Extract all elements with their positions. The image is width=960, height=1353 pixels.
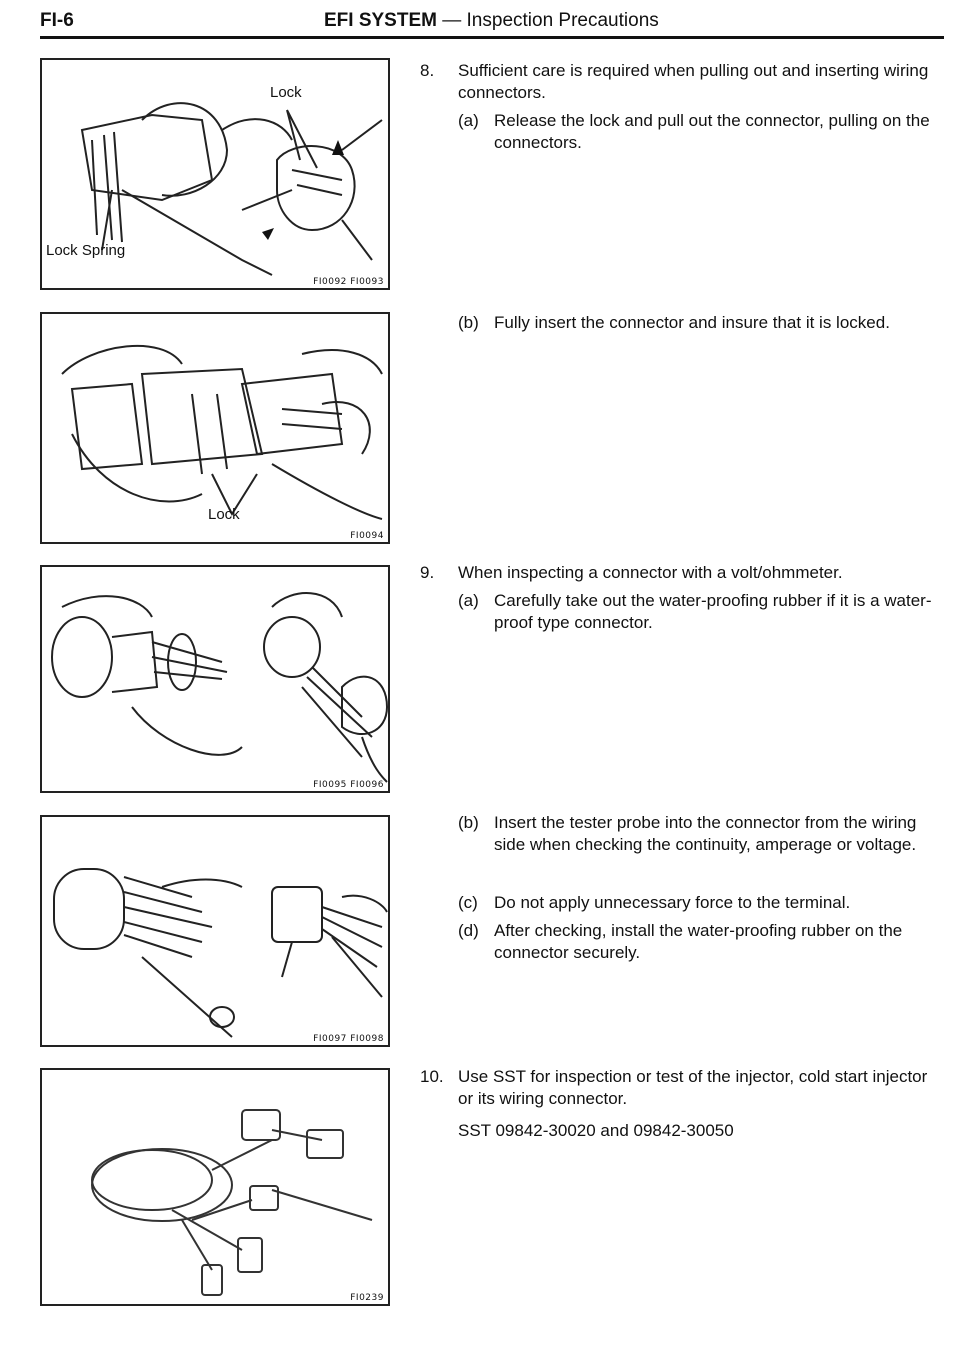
figure-caption: FI0092 FI0093 — [313, 277, 384, 287]
section-title: EFI SYSTEM — Inspection Precautions — [324, 10, 659, 31]
instructions-column — [420, 60, 940, 1300]
substep-key: (b) — [458, 313, 479, 332]
substep-key: (a) — [458, 591, 479, 610]
step-text: Sufficient care is required when pulling out and inserting wiring connectors. — [458, 61, 929, 102]
substep-text: Carefully take out the water-proofing rubber if it is a water-proof type connector. — [494, 591, 932, 632]
sst-harness-illustration — [42, 1070, 388, 1304]
substep-text: Insert the tester probe into the connector from the wiring side when checking the continuity, amperage or voltage. — [494, 813, 917, 854]
substep-key: (c) — [458, 893, 478, 912]
figure-waterproof-rubber — [40, 565, 390, 793]
figure-sst-harness — [40, 1068, 390, 1306]
figure-caption: FI0097 FI0098 — [313, 1034, 384, 1044]
step-number: 10. — [420, 1067, 444, 1086]
substep-key: (a) — [458, 111, 479, 130]
label-lock: Lock — [270, 84, 302, 101]
substep-text: After checking, install the water-proofing rubber on the connector securely. — [494, 921, 903, 962]
page-header — [40, 8, 944, 39]
label-lock: Lock — [208, 506, 240, 523]
step-text: When inspecting a connector with a volt/ohmmeter. — [458, 563, 843, 582]
figure-caption: FI0095 FI0096 — [313, 780, 384, 790]
page-number: FI-6 — [40, 10, 74, 31]
figure-caption: FI0094 — [350, 531, 384, 541]
waterproof-rubber-illustration — [42, 567, 388, 791]
step-number: 8. — [420, 61, 435, 80]
figure-connector-insert — [40, 312, 390, 544]
sst-part-numbers — [458, 1120, 940, 1142]
figure-tester-probe — [40, 815, 390, 1047]
substep-text: Do not apply unnecessary force to the terminal. — [494, 893, 851, 912]
step-number: 9. — [420, 563, 435, 582]
substep-key: (b) — [458, 813, 479, 832]
figure-lock-release — [40, 58, 390, 290]
tester-probe-illustration — [42, 817, 388, 1045]
substep-text: Release the lock and pull out the connector, pulling on the connectors. — [494, 111, 930, 152]
substep-text: Fully insert the connector and insure that it is locked. — [494, 313, 890, 332]
figure-caption: FI0239 — [350, 1293, 384, 1303]
step-text: Use SST for inspection or test of the injector, cold start injector or its wiring connector. — [458, 1067, 928, 1108]
sst-text: SST 09842-30020 and 09842-30050 — [458, 1121, 734, 1140]
label-lock-spring: Lock Spring — [46, 242, 126, 259]
substep-key: (d) — [458, 921, 479, 940]
